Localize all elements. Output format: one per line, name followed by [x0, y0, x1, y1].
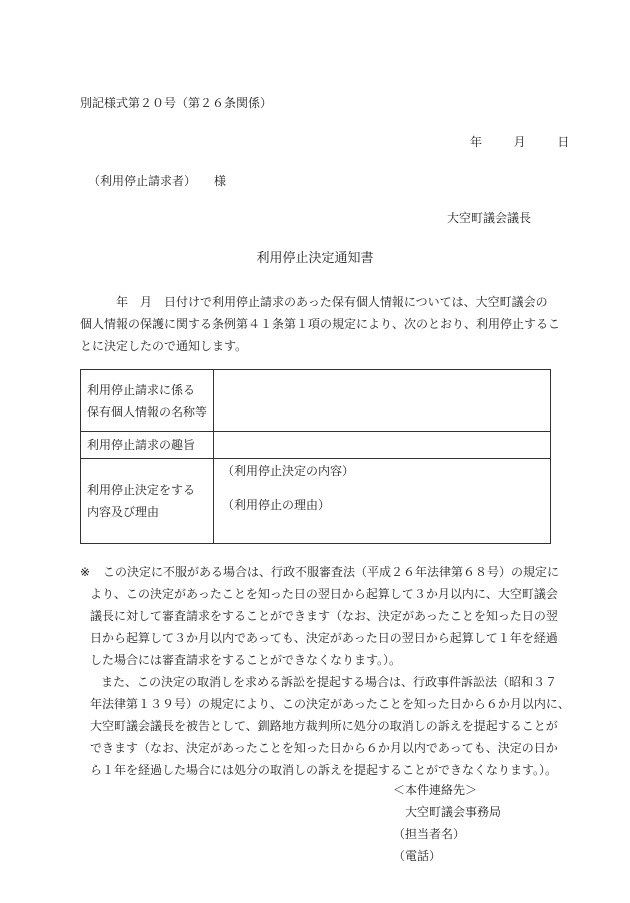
table-row: [81, 370, 551, 432]
notification-body: [80, 291, 561, 357]
document-title: 利用停止決定通知書: [256, 251, 374, 266]
notice-mark: ※: [80, 565, 91, 579]
table-row: [81, 459, 551, 544]
date-year: 年: [470, 135, 483, 149]
request-purpose-label: 利用停止請求の趣旨: [81, 432, 214, 459]
sender: 大空町議会議長: [447, 211, 532, 225]
notice-line: した場合には審査請求をすることができなくなります。）。: [90, 653, 402, 667]
decision-content-heading: （利用停止決定の内容）: [222, 464, 355, 478]
notice-line: 日から起算して３か月以内であっても、決定があった日の翌日から起算して１年を経過: [90, 631, 558, 645]
notice-line: できます（なお、決定があったことを知った日から６か月以内であっても、決定の日か: [90, 741, 558, 755]
contact-heading: ＜本件連絡先＞: [393, 783, 478, 797]
body-line: とに決定したので通知します。: [80, 339, 248, 353]
body-line: 年 月 日付けで利用停止請求のあった保有個人情報については、大空町議会の: [80, 295, 548, 309]
info-table: [80, 369, 551, 544]
decision-reason-heading: （利用停止の理由）: [222, 498, 331, 512]
contact-person: （担当者名）: [393, 827, 466, 841]
request-purpose-value: [214, 432, 551, 459]
date-line: [470, 136, 569, 148]
recipient: （利用停止請求者） 様: [88, 174, 227, 188]
decision-label: 利用停止決定をする 内容及び理由: [81, 459, 214, 544]
notice-line: 大空町議会議長を被告として、釧路地方裁判所に処分の取消しの訴えを提起することが: [90, 719, 558, 733]
contact-office: 大空町議会事務局: [405, 805, 502, 819]
date-day: 日: [557, 135, 570, 149]
body-line: 個人情報の保護に関する条例第４１条第１項の規定により、次のとおり、利用停止するこ: [80, 317, 561, 331]
decision-content: [214, 459, 551, 544]
notice-line: 議長に対して審査請求をすることができます（なお、決定があったことを知った日の翌: [90, 609, 558, 623]
notice-line: ら１年を経過した場合には処分の取消しの訴えを提起することができなくなります。）。: [90, 763, 558, 777]
contact-block: [393, 779, 501, 867]
date-month: 月: [513, 135, 526, 149]
info-name-label: 利用停止請求に係る 保有個人情報の名称等: [81, 370, 214, 432]
notice-line: より、この決定があったことを知った日の翌日から起算して３か月以内に、大空町議会: [90, 587, 558, 601]
form-number: 別記様式第２０号（第２６条関係）: [80, 96, 273, 110]
table-row: [81, 432, 551, 459]
notice-line: この決定に不服がある場合は、行政不服審査法（平成２６年法律第６８号）の規定に: [103, 565, 560, 579]
notice-line: 年法律第１３９号）の規定により、この決定があったことを知った日から６か月以内に、: [90, 697, 570, 711]
notice-line: また、この決定の取消しを求める訴訟を提起する場合は、行政事件訴訟法（昭和３７: [101, 675, 558, 689]
appeal-notice: [80, 561, 570, 781]
info-name-value: [214, 370, 551, 432]
contact-phone: （電話）: [393, 849, 442, 863]
